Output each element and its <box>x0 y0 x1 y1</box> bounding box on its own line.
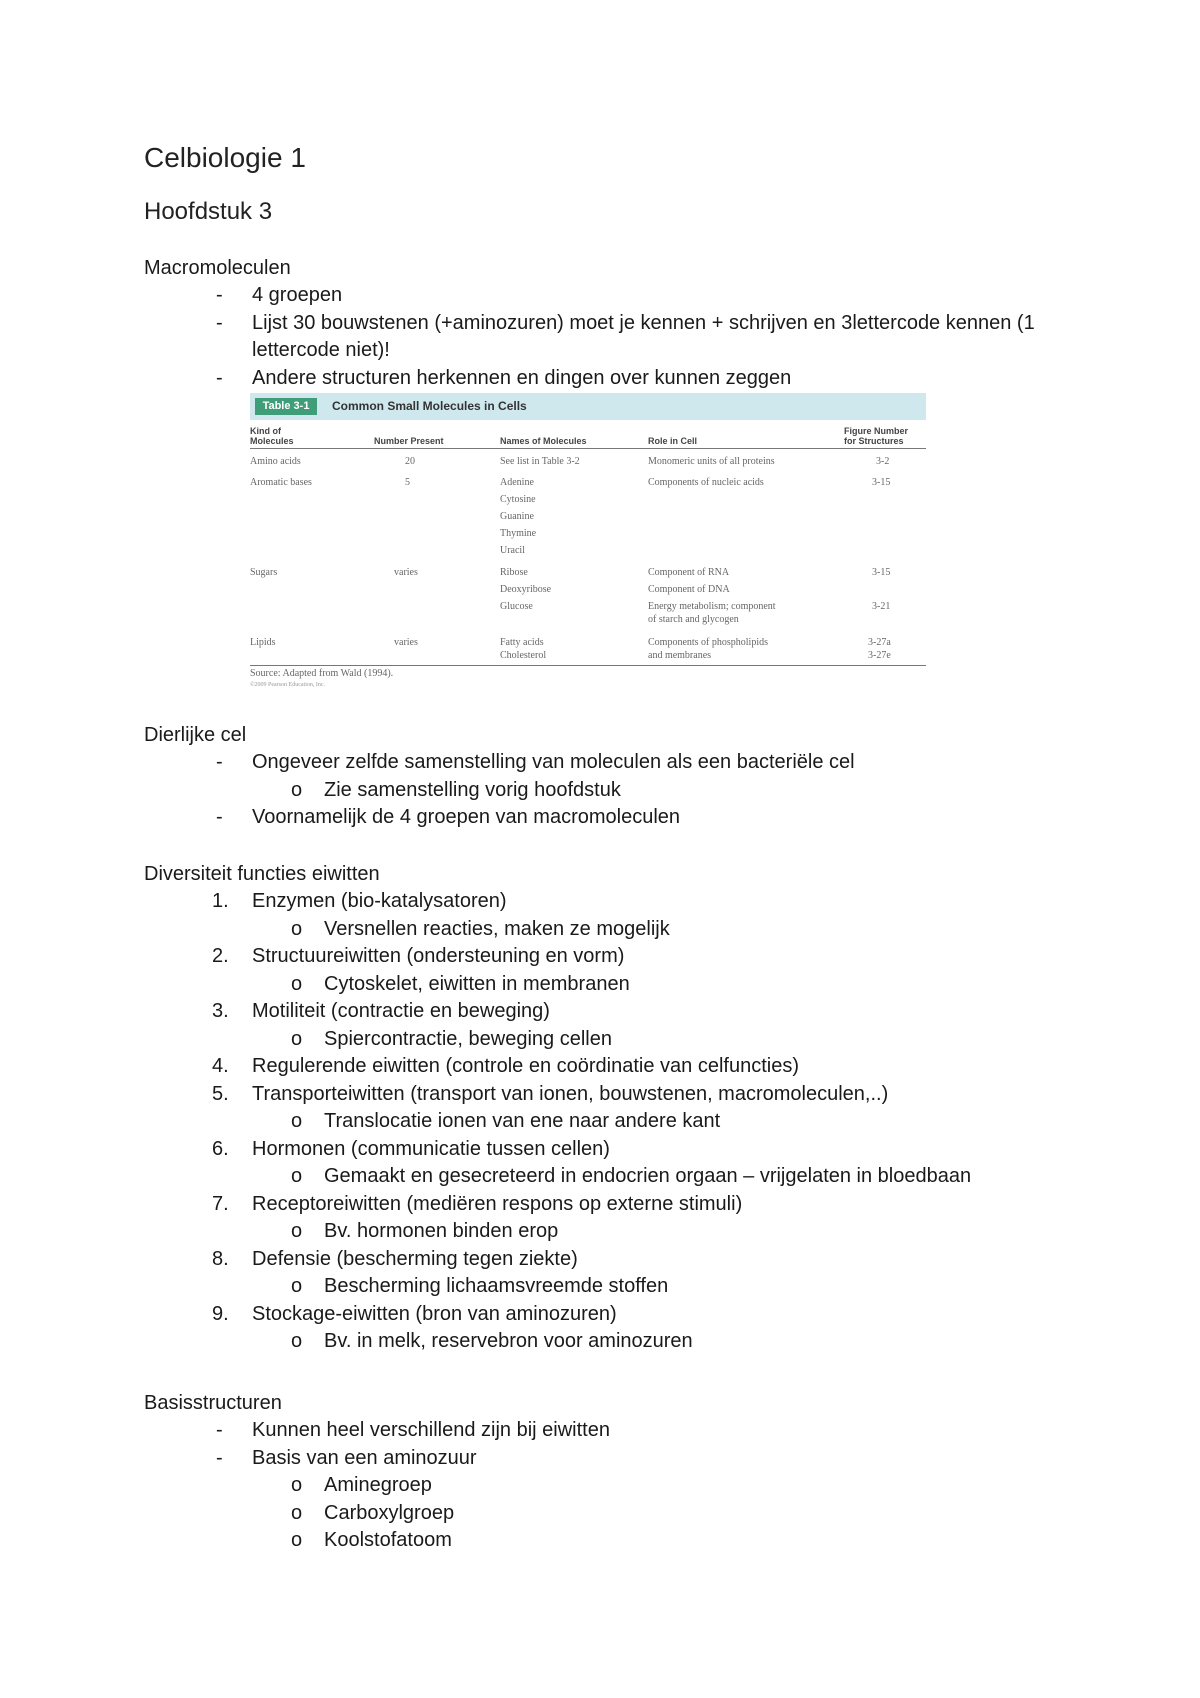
table-cell: Guanine <box>500 511 534 522</box>
col-header-number: Number Present <box>374 436 444 446</box>
circle-bullet: o <box>291 1165 303 1187</box>
table-cell: Sugars <box>250 567 278 578</box>
sub-list-item: o Koolstofatoom <box>144 1527 1104 1555</box>
table-cell: Lipids <box>250 637 276 648</box>
table-cell: 3-15 <box>872 477 891 488</box>
dash-bullet: - <box>216 1446 223 1469</box>
table-caption: Common Small Molecules in Cells <box>332 399 527 413</box>
sub-list-item: o Aminegroep <box>144 1472 1104 1500</box>
list-item: - Kunnen heel verschillend zijn bij eiwitten <box>144 1417 1104 1445</box>
table-cell: 3-15 <box>872 567 891 578</box>
circle-bullet: o <box>291 1110 303 1132</box>
table-cell: 5 <box>405 477 410 488</box>
col-header-role: Role in Cell <box>648 436 698 446</box>
table-cell: 3-21 <box>872 601 891 612</box>
circle-bullet: o <box>291 1275 303 1297</box>
table-cell: Components of phospholipids <box>648 637 769 648</box>
table-rule <box>250 665 926 666</box>
table-rule <box>250 448 926 449</box>
numbered-item: 1. Enzymen (bio-katalysatoren) <box>212 890 507 912</box>
sub-list-item: o Bv. hormonen binden erop <box>144 1218 1104 1246</box>
col-header-names: Names of Molecules <box>500 436 587 446</box>
table-cell: Energy metabolism; component <box>648 601 776 612</box>
section-macromoleculen <box>144 254 1104 392</box>
section-basisstructuren <box>144 1389 1104 1555</box>
table-image <box>250 393 926 693</box>
section-dierlijke-cel <box>144 721 1104 832</box>
section-heading: Diversiteit functies eiwitten <box>144 863 380 885</box>
circle-bullet: o <box>291 1027 303 1050</box>
table-cell: Deoxyribose <box>500 584 552 595</box>
col-header-kind: Kind of Molecules <box>250 426 294 446</box>
col-header-figure: Figure Number for Structures <box>844 426 909 446</box>
table-cell: See list in Table 3-2 <box>500 456 580 467</box>
circle-bullet: o <box>291 972 303 995</box>
table-cell: Component of DNA <box>648 584 730 595</box>
list-item: - Voornamelijk de 4 groepen van macromoleculen <box>144 804 1104 832</box>
list-item: - Lijst 30 bouwstenen (+aminozuren) moet je kennen + schrijven en 3lettercode kennen (1 <box>144 310 1104 338</box>
dash-bullet: - <box>216 751 223 773</box>
table-cell: Monomeric units of all proteins <box>648 456 775 467</box>
sub-list-item: o Spiercontractie, beweging cellen <box>144 1026 1104 1054</box>
circle-bullet: o <box>291 1220 303 1242</box>
circle-bullet: o <box>291 1529 303 1551</box>
table-cell: Ribose <box>500 567 528 578</box>
sub-list-item: o Cytoskelet, eiwitten in membranen <box>144 971 1104 999</box>
table-cell: Adenine <box>500 477 534 488</box>
chapter-heading: Hoofdstuk 3 <box>144 198 273 225</box>
list-item-continuation: lettercode niet)! <box>252 339 390 361</box>
table-source: Source: Adapted from Wald (1994). <box>250 668 394 679</box>
dash-bullet: - <box>216 284 223 306</box>
numbered-item: 7. Receptoreiwitten (mediëren respons op externe stimuli) <box>212 1192 743 1215</box>
numbered-item: 2. Structuureiwitten (ondersteuning en vorm) <box>212 945 625 967</box>
sub-list-item: o Bv. in melk, reservebron voor aminozuren <box>144 1328 1104 1356</box>
table-copyright: ©2009 Pearson Education, Inc. <box>250 682 326 688</box>
circle-bullet: o <box>291 917 303 940</box>
table-cell: Glucose <box>500 601 533 612</box>
sub-list-item: o Gemaakt en gesecreteerd in endocrien orgaan – vrijgelaten in bloedbaan <box>144 1163 1104 1191</box>
list-item: - Ongeveer zelfde samenstelling van moleculen als een bacteriële cel <box>144 749 1104 777</box>
numbered-item: 3. Motiliteit (contractie en beweging) <box>212 1000 550 1022</box>
circle-bullet: o <box>291 1501 303 1524</box>
table-cell: and membranes <box>648 650 712 661</box>
circle-bullet: o <box>291 778 303 801</box>
sub-list-item: o Bescherming lichaamsvreemde stoffen <box>144 1273 1104 1301</box>
circle-bullet: o <box>291 1330 303 1352</box>
numbered-item: 4. Regulerende eiwitten (controle en coördinatie van celfuncties) <box>212 1055 799 1077</box>
section-diversiteit <box>144 860 1104 1356</box>
table-cell: Cytosine <box>500 494 536 505</box>
table-cell: varies <box>394 567 418 578</box>
table-cell: Component of RNA <box>648 567 730 578</box>
table-cell: 20 <box>405 456 415 467</box>
table-cell: Fatty acids <box>500 637 544 648</box>
table-cell: 3-27e <box>868 650 891 661</box>
table-cell: of starch and glycogen <box>648 614 739 625</box>
section-heading: Macromoleculen <box>144 257 291 279</box>
sub-list-item: o Carboxylgroep <box>144 1500 1104 1528</box>
table-cell: 3-27a <box>868 637 891 648</box>
table-cell: Thymine <box>500 528 537 539</box>
document-title: Celbiologie 1 <box>144 142 306 173</box>
list-item: - Basis van een aminozuur <box>144 1445 1104 1473</box>
table-cell: 3-2 <box>876 456 890 467</box>
table-cell: Amino acids <box>250 456 301 467</box>
numbered-item: 6. Hormonen (communicatie tussen cellen) <box>212 1137 610 1160</box>
list-item: - Andere structuren herkennen en dingen over kunnen zeggen <box>144 365 1104 393</box>
dash-bullet: - <box>216 1419 223 1441</box>
table-cell: Aromatic bases <box>250 477 312 488</box>
table-cell: varies <box>394 637 418 648</box>
table-tag: Table 3-1 <box>255 398 317 415</box>
sub-list-item: o Versnellen reacties, maken ze mogelijk <box>144 916 1104 944</box>
sub-list-item: o Translocatie ionen van ene naar andere kant <box>144 1108 1104 1136</box>
table-cell: Components of nucleic acids <box>648 477 764 488</box>
section-heading: Dierlijke cel <box>144 724 247 746</box>
sub-list-item: o Zie samenstelling vorig hoofdstuk <box>144 777 1104 805</box>
dash-bullet: - <box>216 311 223 334</box>
numbered-item: 5. Transporteiwitten (transport van ionen, bouwstenen, macromoleculen,..) <box>212 1082 889 1105</box>
numbered-item: 9. Stockage-eiwitten (bron van aminozuren) <box>212 1302 617 1325</box>
table-cell: Cholesterol <box>500 650 547 661</box>
table-cell: Uracil <box>500 545 525 556</box>
section-heading: Basisstructuren <box>144 1392 282 1414</box>
dash-bullet: - <box>216 366 223 389</box>
list-item: - 4 groepen <box>144 282 1104 310</box>
dash-bullet: - <box>216 806 223 828</box>
numbered-item: 8. Defensie (bescherming tegen ziekte) <box>212 1247 578 1270</box>
circle-bullet: o <box>291 1474 303 1496</box>
